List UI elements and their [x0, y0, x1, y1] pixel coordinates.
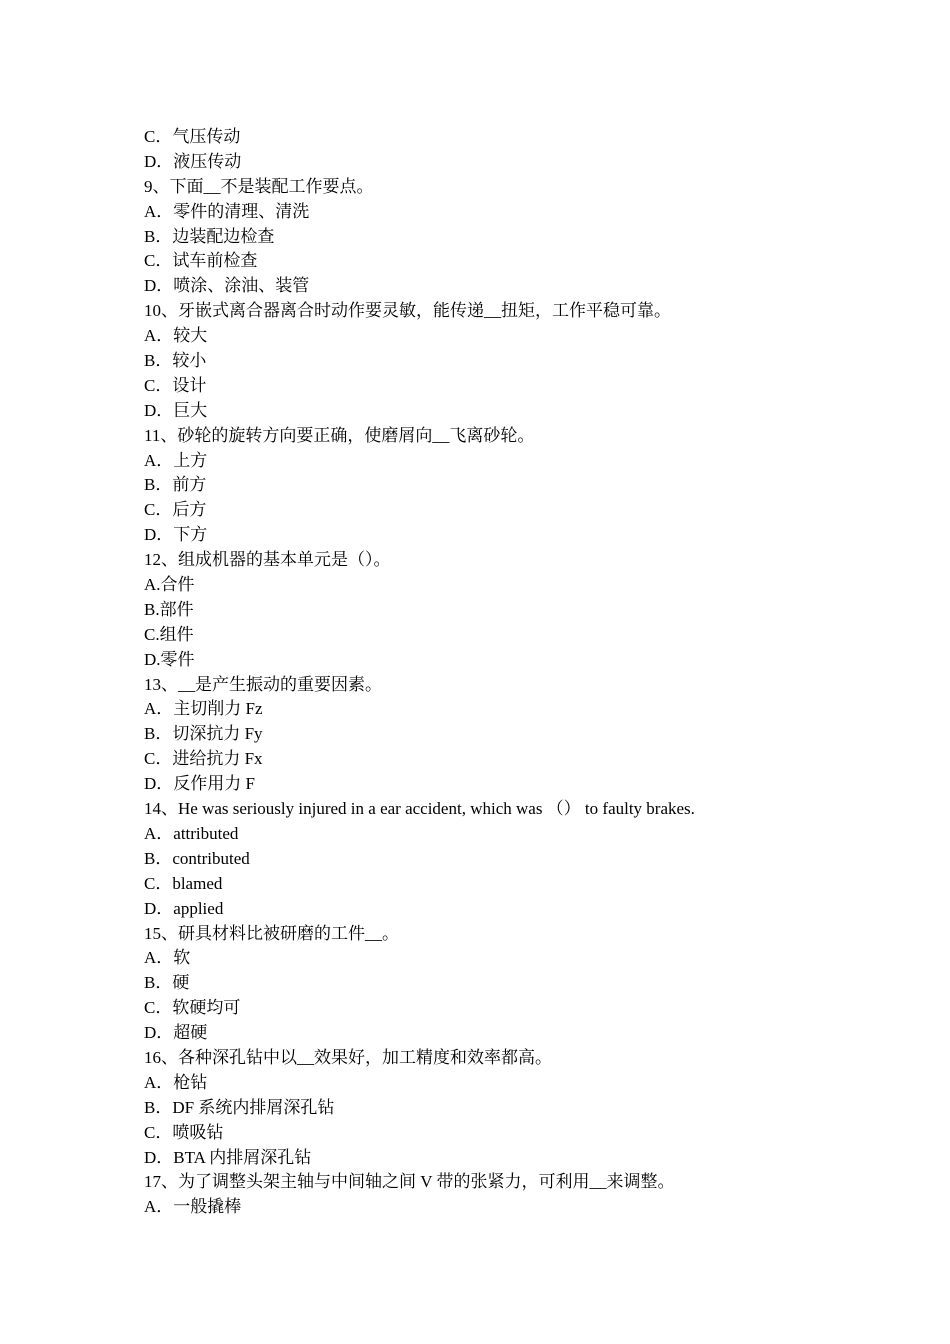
- option-line: A．软: [144, 948, 191, 968]
- option-line: B.部件: [144, 599, 194, 619]
- option-line: A．attributed: [144, 823, 239, 843]
- option-line: D.零件: [144, 649, 195, 669]
- option-line: D．超硬: [144, 1023, 208, 1043]
- option-line: A．一般撬棒: [144, 1197, 242, 1217]
- question-line: 9、下面__不是装配工作要点。: [144, 176, 374, 196]
- option-line: C．后方: [144, 500, 207, 520]
- option-line: D．BTA 内排屑深孔钻: [144, 1147, 312, 1167]
- option-line: C.组件: [144, 624, 194, 644]
- option-line: C．试车前检查: [144, 251, 258, 271]
- document-body: [144, 125, 844, 1220]
- option-line: B．前方: [144, 475, 207, 495]
- option-line: B．DF 系统内排屑深孔钻: [144, 1097, 335, 1117]
- option-line: C．气压传动: [144, 127, 241, 146]
- option-line: A．较大: [144, 326, 208, 346]
- option-line: B．边装配边检查: [144, 226, 275, 246]
- question-line: 14、He was seriously injured in a ear accident, which was （） to faulty brakes.: [144, 799, 695, 819]
- option-line: A.合件: [144, 575, 195, 595]
- option-line: B．切深抗力 Fy: [144, 724, 263, 744]
- question-line: 15、研具材料比被研磨的工件__。: [144, 923, 399, 943]
- question-line: 17、为了调整头架主轴与中间轴之间 V 带的张紧力，可利用__来调整。: [144, 1172, 675, 1192]
- option-line: C．进给抗力 Fx: [144, 749, 263, 769]
- option-line: A．主切削力 Fz: [144, 699, 263, 719]
- option-line: D．喷涂、涂油、装管: [144, 276, 310, 296]
- option-line: D．反作用力 F: [144, 774, 255, 794]
- option-line: D．applied: [144, 898, 224, 918]
- option-line: A．上方: [144, 450, 208, 470]
- question-line: 16、各种深孔钻中以__效果好，加工精度和效率都高。: [144, 1047, 552, 1067]
- option-line: B．硬: [144, 973, 190, 993]
- option-line: C．软硬均可: [144, 998, 241, 1018]
- question-line: 11、砂轮的旋转方向要正确，使磨屑向__飞离砂轮。: [144, 425, 535, 445]
- option-line: B．较小: [144, 351, 207, 371]
- option-line: C．喷吸钻: [144, 1122, 224, 1142]
- question-line: 12、组成机器的基本单元是（）。: [144, 550, 391, 570]
- option-line: B．contributed: [144, 848, 250, 868]
- question-line: 10、牙嵌式离合器离合时动作要灵敏，能传递__扭矩，工作平稳可靠。: [144, 301, 671, 321]
- option-line: C．blamed: [144, 873, 223, 893]
- option-line: C．设计: [144, 375, 207, 395]
- option-line: D．液压传动: [144, 151, 242, 171]
- option-line: A．零件的清理、清洗: [144, 201, 310, 221]
- option-line: D．下方: [144, 525, 208, 545]
- option-line: D．巨大: [144, 400, 208, 420]
- option-line: A．枪钻: [144, 1072, 208, 1092]
- question-line: 13、__是产生振动的重要因素。: [144, 674, 382, 694]
